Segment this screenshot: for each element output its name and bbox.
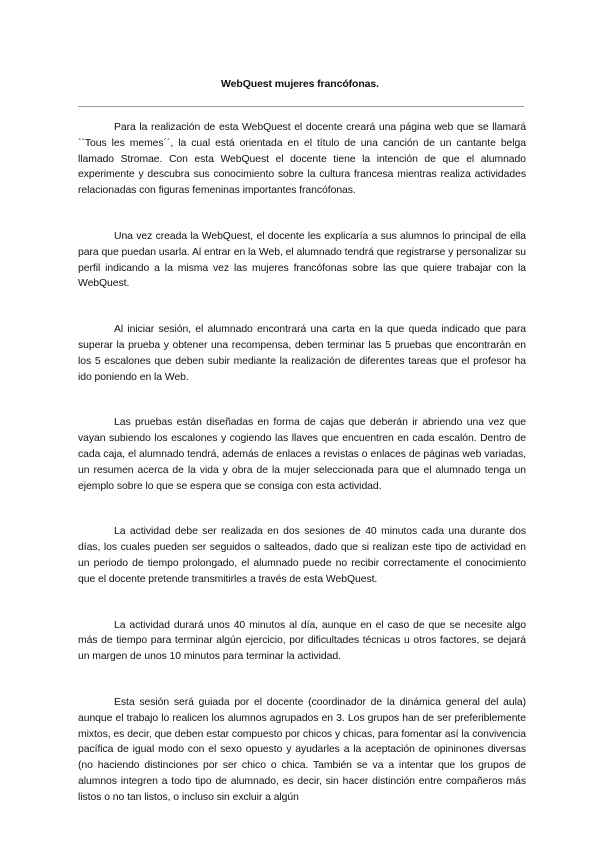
paragraph-login: Al iniciar sesión, el alumnado encontrará una carta en la que queda indicado que para superar la prueba y obtener una recompensa, deben terminar las 5 pruebas que encontrarán en los 5 escalones que deben subir mediante la realización de diferentes tareas que el profesor ha ido poniendo en la Web. xyxy=(78,324,526,383)
document-body xyxy=(78,120,526,806)
paragraph-intro: Para la realización de esta WebQuest el docente creará una página web que se llamará ``Tous les memes´´, la cual está orientada en el título de una canción de un cantante belga llamado Stromae. Con esta WebQuest el docente tiene la intención de que el alumnado experimente y descubra sus conocimiento sobre la cultura francesa mientras realiza actividades relacionadas con figuras femeninas importantes francófonas. xyxy=(78,122,526,197)
title-divider xyxy=(78,106,524,107)
paragraph-duration: La actividad durará unos 40 minutos al día, aunque en el caso de que se necesite algo más de tiempo para terminar algún ejercicio, por dificultades técnicas u otros factores, se dejará un margen de unos 10 minutos para terminar la actividad. xyxy=(78,619,526,663)
paragraph-explanation: Una vez creada la WebQuest, el docente les explicaría a sus alumnos lo principal de ella para que puedan usarla. Al entrar en la Web, el alumnado tendrá que registrarse y personalizar su perfil indicando a la misma vez las mujeres francófonas sobre las que quiere trabajar con la WebQuest. xyxy=(78,230,526,290)
paragraph-groups: Esta sesión será guiada por el docente (coordinador de la dinámica general del aula) aunque el trabajo lo realicen los alumnos agrupados en 3. Los grupos han de ser preferiblemente mixtos, es decir, que deben estar compuesto por chicos y chicas, para fomentar así la convivencia pacífica de igual modo con el sexo opuesto y ayudarles a la aceptación de opininones diversas (no haciendo distinciones por ser chico o chica. También se va a intentar que los grupos de alumnos integren a todo tipo de alumnado, es decir, sin hacer distinción entre compañeros más listos o no tan listos, o incluso sin excluir a algún xyxy=(78,696,526,803)
paragraph-sessions: La actividad debe ser realizada en dos sesiones de 40 minutos cada una durante dos días, los cuales pueden ser seguidos o salteados, dado que si realizan este tipo de actividad en un periodo de tiempo prolongado, el alumnado puede no recibir correctamente el conocimiento que el docente pretende transmitirles a través de esta WebQuest. xyxy=(78,526,526,585)
page-title: WebQuest mujeres francófonas. xyxy=(221,78,379,90)
paragraph-boxes: Las pruebas están diseñadas en forma de cajas que deberán ir abriendo una vez que vayan subiendo los escalones y cogiendo las llaves que encuentren en cada escalón. Dentro de cada caja, el alumnado tendrá, además de enlaces a revistas o enlaces de páginas web variadas, un resumen acerca de la vida y obra de la mujer seleccionada para que el alumnado tenga un ejemplo sobre lo que se espera que se consiga con esta actividad. xyxy=(78,417,526,492)
